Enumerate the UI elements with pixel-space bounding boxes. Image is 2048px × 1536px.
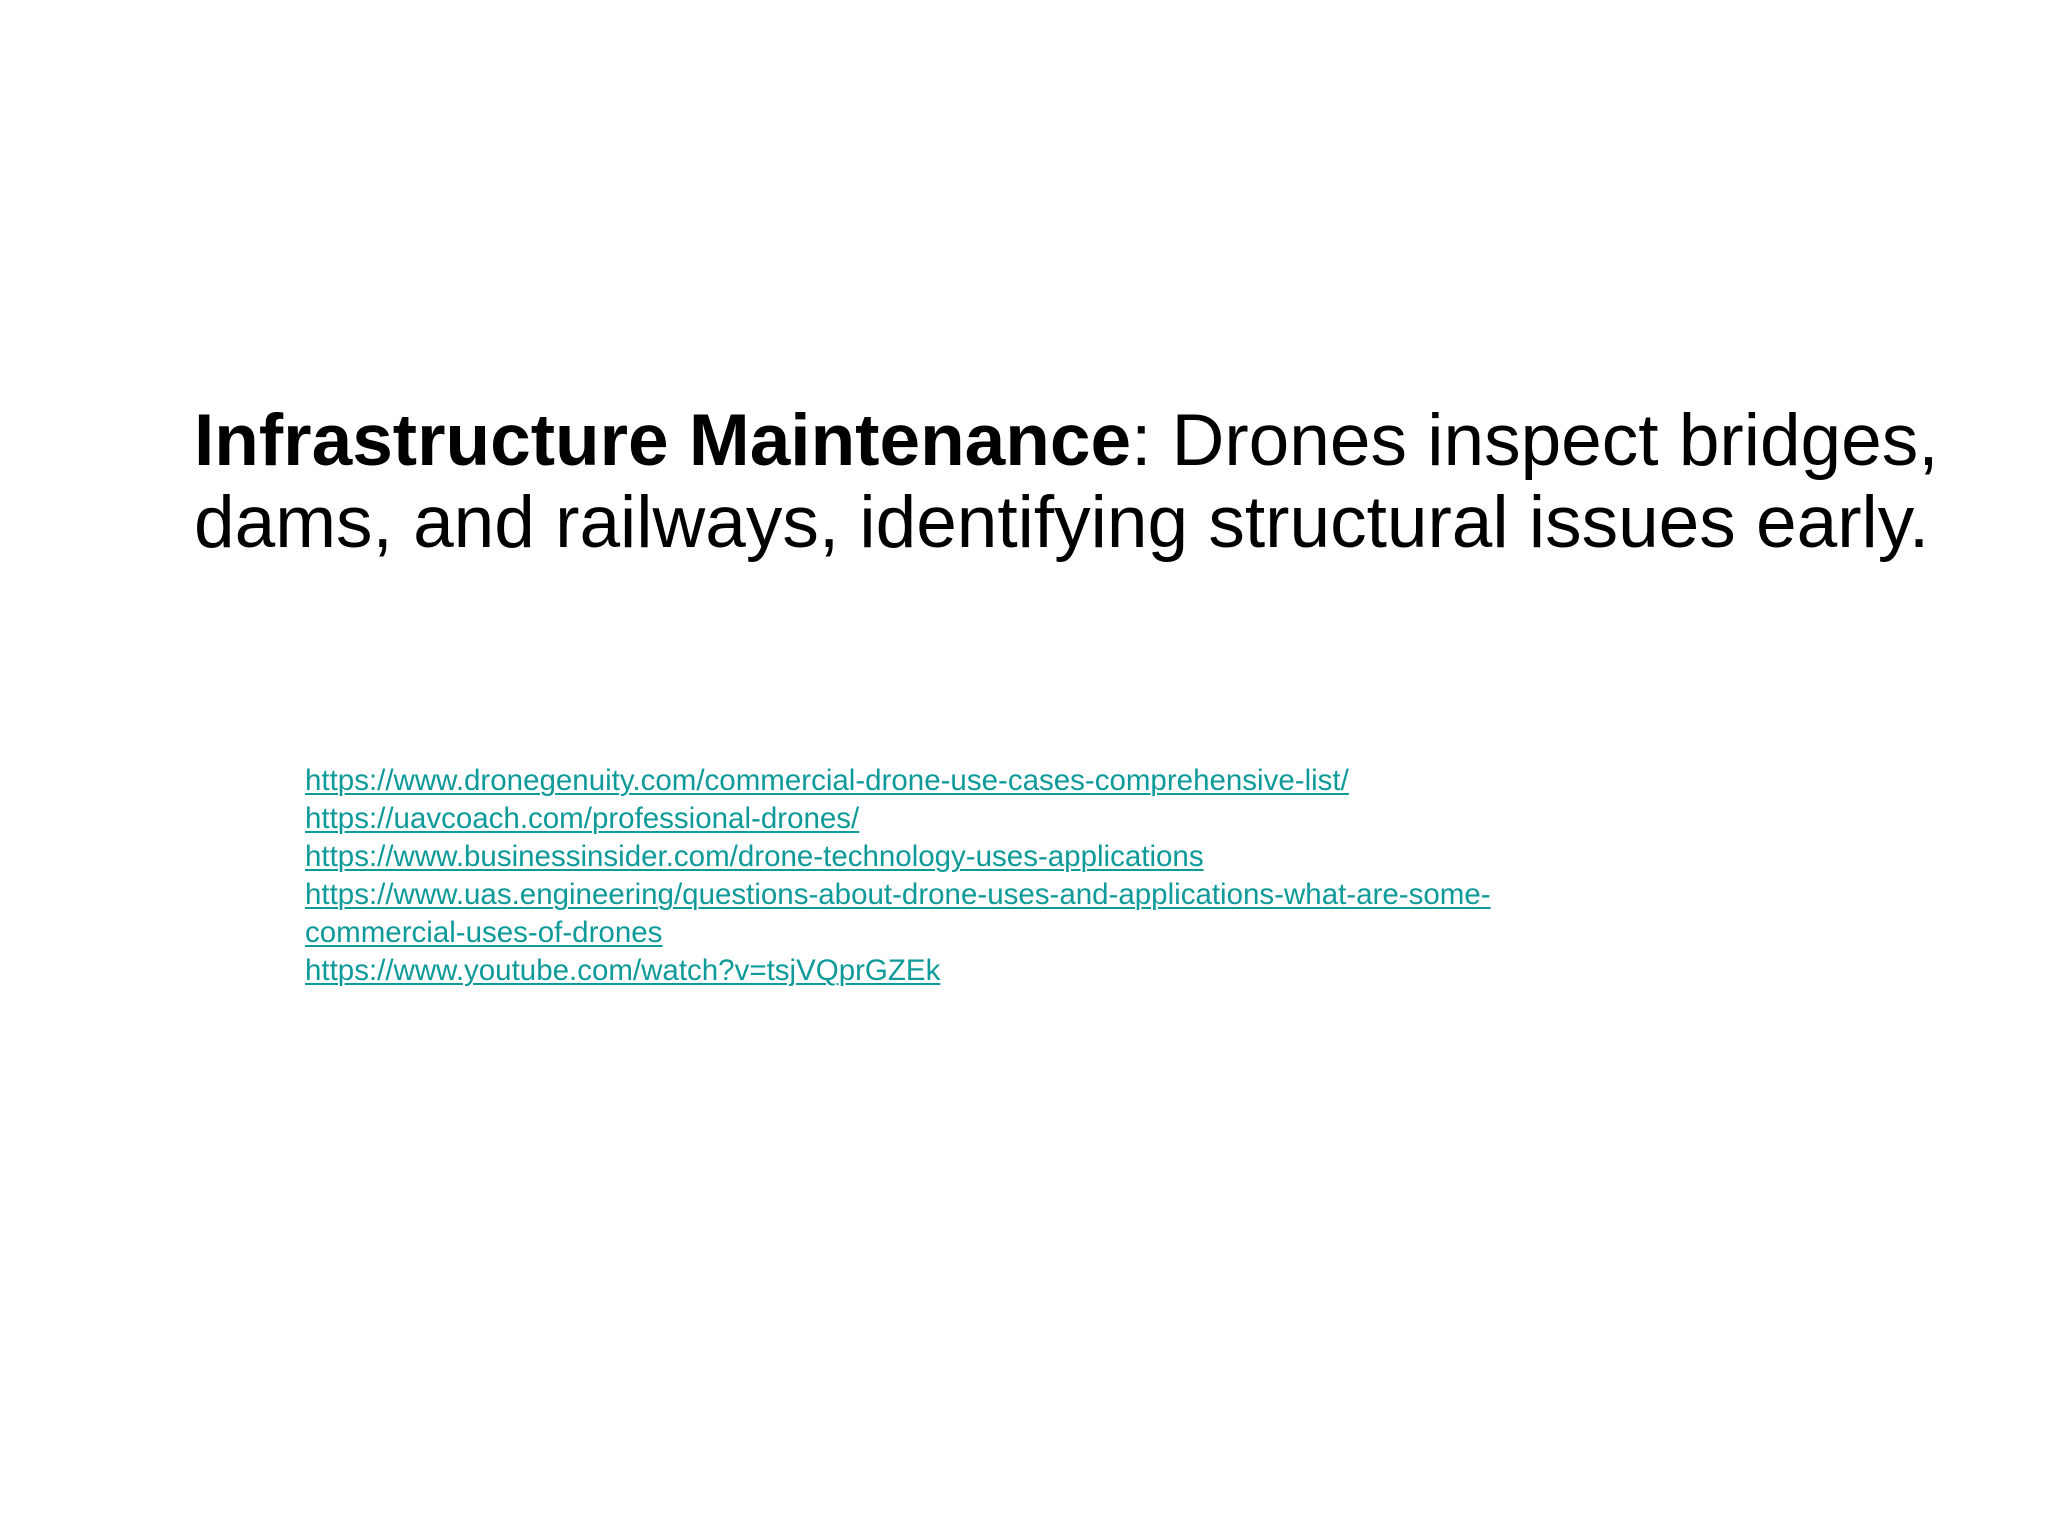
reference-link[interactable]: https://uavcoach.com/professional-drones/ — [305, 802, 860, 835]
reference-link[interactable]: https://www.dronegenuity.com/commercial-drone-use-cases-comprehensive-list/ — [305, 764, 1349, 797]
reference-link-item — [305, 952, 1865, 990]
statement — [194, 400, 1974, 564]
reference-link-item — [305, 876, 1865, 952]
reference-link-continuation[interactable]: commercial-uses-of-drones — [305, 916, 663, 949]
statement-term: Infrastructure Maintenance — [194, 400, 1132, 481]
reference-link-item — [305, 800, 1865, 838]
reference-link[interactable]: https://www.uas.engineering/questions-about-drone-uses-and-applications-what-are-some- — [305, 878, 1491, 911]
reference-link-item — [305, 762, 1865, 800]
reference-links — [305, 762, 1865, 990]
statement-text: Drones inspect bridges, dams, and railways, identifying structural issues early. — [194, 400, 1939, 563]
reference-link-item — [305, 838, 1865, 876]
statement-separator: : — [1131, 400, 1152, 481]
reference-link[interactable]: https://www.youtube.com/watch?v=tsjVQprGZEk — [305, 954, 941, 987]
reference-link[interactable]: https://www.businessinsider.com/drone-technology-uses-applications — [305, 840, 1204, 873]
